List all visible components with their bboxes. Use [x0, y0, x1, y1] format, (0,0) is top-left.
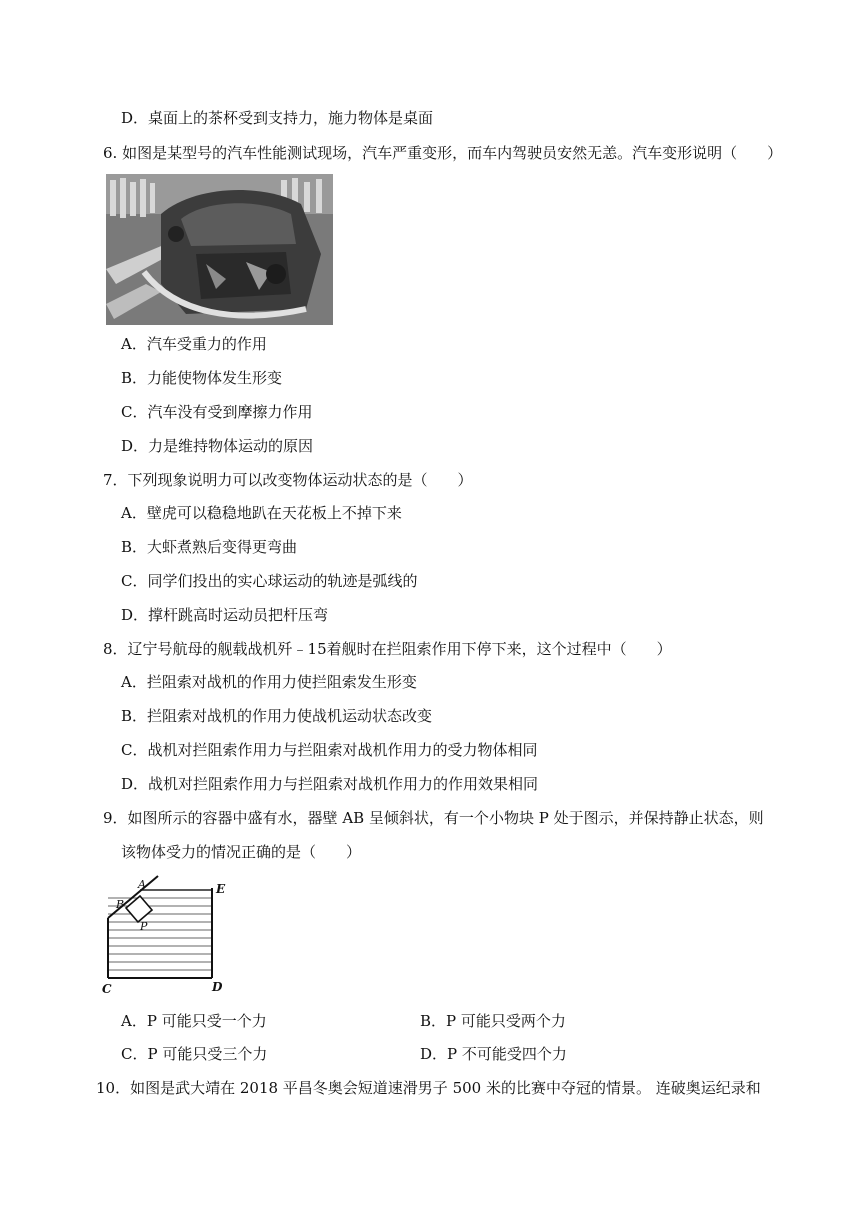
q7-option-c: C．同学们投出的实心球运动的轨迹是弧线的	[121, 572, 418, 590]
q9-label-p: P	[140, 920, 148, 933]
q7-option-a: A．壁虎可以稳稳地趴在天花板上不掉下来	[121, 504, 402, 522]
q6-option-a: A．汽车受重力的作用	[121, 335, 267, 353]
q6-option-d: D．力是维持物体运动的原因	[121, 437, 314, 455]
q8-option-d: D．战机对拦阻索作用力与拦阻索对战机作用力的作用效果相同	[121, 775, 539, 793]
q9-stem-line2: 该物体受力的情况正确的是（ ）	[121, 843, 362, 861]
q9-option-b: B．P 可能只受两个力	[420, 1012, 566, 1030]
q7-option-b: B．大虾煮熟后变得更弯曲	[121, 538, 298, 556]
q9-label-c: C	[102, 982, 112, 996]
q10-stem-line1: 10．如图是武大靖在 2018 平昌冬奥会短道速滑男子 500 米的比赛中夺冠的情景。 连破奥运纪录和	[96, 1079, 761, 1097]
q8-stem: 8．辽宁号航母的舰载战机歼﹣15着舰时在拦阻索作用下停下来，这个过程中（ ）	[103, 640, 672, 658]
q9-option-d: D．P 不可能受四个力	[420, 1045, 567, 1063]
q6-car-crash-photo	[106, 174, 333, 325]
q9-label-b: B	[116, 898, 125, 911]
q9-label-e: E	[216, 882, 226, 896]
q8-option-b: B．拦阻索对战机的作用力使战机运动状态改变	[121, 707, 433, 725]
q7-stem: 7．下列现象说明力可以改变物体运动状态的是（ ）	[103, 471, 473, 489]
q9-label-a: A	[138, 878, 146, 891]
q6-stem: 6. 如图是某型号的汽车性能测试现场，汽车严重变形，而车内驾驶员安然无恙。汽车变形说明（ ）	[103, 144, 783, 162]
q9-label-d: D	[212, 980, 223, 994]
q9-option-c: C．P 可能只受三个力	[121, 1045, 268, 1063]
q9-container-diagram	[100, 868, 240, 998]
q9-option-a: A．P 可能只受一个力	[121, 1012, 267, 1030]
q9-stem-line1: 9．如图所示的容器中盛有水，器壁 AB 呈倾斜状，有一个小物块 P 处于图示，并保持静止状态，则	[103, 809, 764, 827]
q8-option-c: C．战机对拦阻索作用力与拦阻索对战机作用力的受力物体相同	[121, 741, 538, 759]
q7-option-d: D．撑杆跳高时运动员把杆压弯	[121, 606, 329, 624]
q6-option-c: C．汽车没有受到摩擦力作用	[121, 403, 313, 421]
q8-option-a: A．拦阻索对战机的作用力使拦阻索发生形变	[121, 673, 417, 691]
q5-option-d: D．桌面上的茶杯受到支持力，施力物体是桌面	[121, 109, 434, 127]
q6-option-b: B．力能使物体发生形变	[121, 369, 283, 387]
